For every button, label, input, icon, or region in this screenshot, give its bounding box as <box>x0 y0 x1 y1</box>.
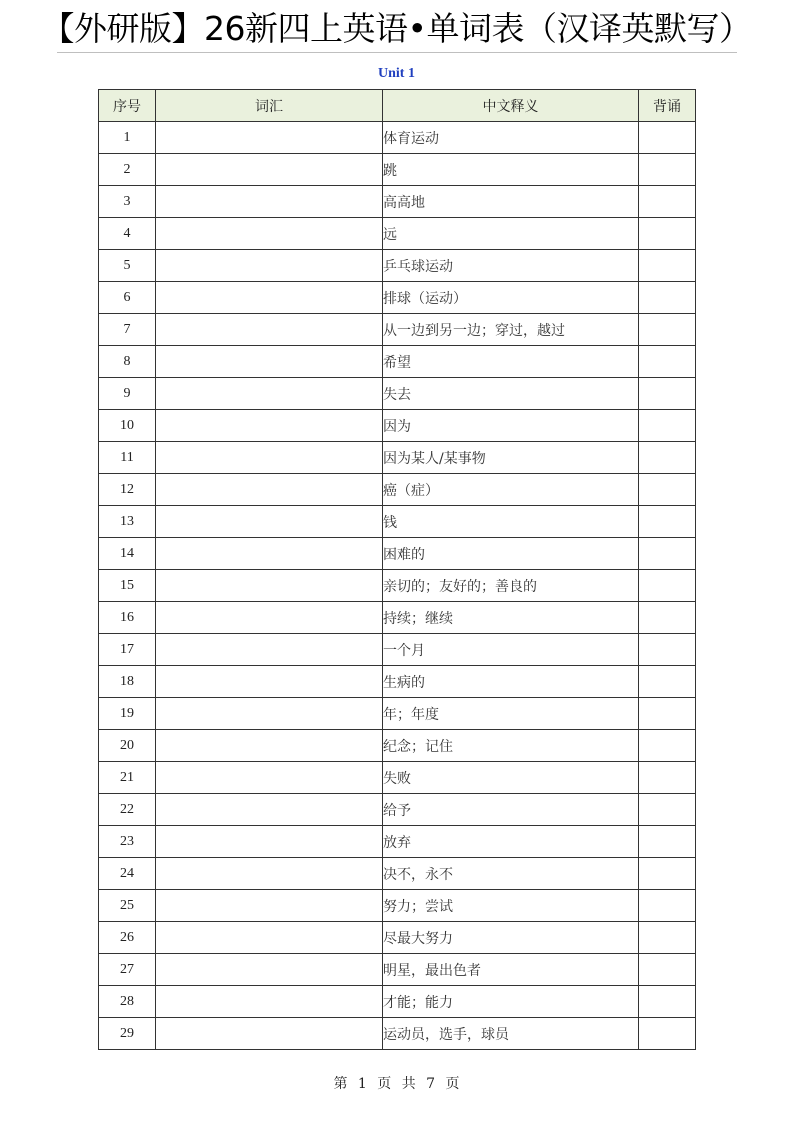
row-number: 10 <box>99 410 156 442</box>
page-footer: 第 1 页 共 7 页 <box>333 1076 460 1092</box>
header-word: 词汇 <box>156 90 383 122</box>
table-row <box>99 314 696 346</box>
header-recite: 背诵 <box>639 90 696 122</box>
table-row <box>99 954 696 986</box>
recite-check-cell[interactable] <box>639 602 696 634</box>
row-number: 5 <box>99 250 156 282</box>
row-number: 17 <box>99 634 156 666</box>
table-row <box>99 986 696 1018</box>
table-body <box>99 122 696 1050</box>
recite-check-cell[interactable] <box>639 634 696 666</box>
row-number: 29 <box>99 1018 156 1050</box>
recite-check-cell[interactable] <box>639 1018 696 1050</box>
chinese-meaning: 因为 <box>383 410 639 442</box>
row-number: 7 <box>99 314 156 346</box>
header-meaning: 中文释义 <box>383 90 639 122</box>
row-number: 25 <box>99 890 156 922</box>
table-row <box>99 442 696 474</box>
word-blank-cell[interactable] <box>156 442 383 474</box>
chinese-meaning: 体育运动 <box>383 122 639 154</box>
row-number: 20 <box>99 730 156 762</box>
word-blank-cell[interactable] <box>156 474 383 506</box>
word-blank-cell[interactable] <box>156 826 383 858</box>
chinese-meaning: 高高地 <box>383 186 639 218</box>
table-row <box>99 634 696 666</box>
row-number: 8 <box>99 346 156 378</box>
word-blank-cell[interactable] <box>156 154 383 186</box>
chinese-meaning: 明星，最出色者 <box>383 954 639 986</box>
table-row <box>99 890 696 922</box>
row-number: 27 <box>99 954 156 986</box>
row-number: 26 <box>99 922 156 954</box>
table-row <box>99 378 696 410</box>
document-title: 【外研版】26新四上英语•单词表（汉译英默写） <box>41 9 752 48</box>
word-blank-cell[interactable] <box>156 378 383 410</box>
word-blank-cell[interactable] <box>156 122 383 154</box>
chinese-meaning: 尽最大努力 <box>383 922 639 954</box>
word-blank-cell[interactable] <box>156 282 383 314</box>
chinese-meaning: 失败 <box>383 762 639 794</box>
row-number: 4 <box>99 218 156 250</box>
row-number: 12 <box>99 474 156 506</box>
word-blank-cell[interactable] <box>156 922 383 954</box>
recite-check-cell[interactable] <box>639 762 696 794</box>
word-blank-cell[interactable] <box>156 794 383 826</box>
row-number: 9 <box>99 378 156 410</box>
row-number: 22 <box>99 794 156 826</box>
table-row <box>99 506 696 538</box>
chinese-meaning: 运动员，选手，球员 <box>383 1018 639 1050</box>
word-blank-cell[interactable] <box>156 250 383 282</box>
recite-check-cell[interactable] <box>639 282 696 314</box>
word-blank-cell[interactable] <box>156 986 383 1018</box>
vocabulary-table <box>98 89 696 1050</box>
word-blank-cell[interactable] <box>156 730 383 762</box>
recite-check-cell[interactable] <box>639 954 696 986</box>
recite-check-cell[interactable] <box>639 666 696 698</box>
chinese-meaning: 困难的 <box>383 538 639 570</box>
recite-check-cell[interactable] <box>639 314 696 346</box>
chinese-meaning: 乒乓球运动 <box>383 250 639 282</box>
recite-check-cell[interactable] <box>639 858 696 890</box>
header-number: 序号 <box>99 90 156 122</box>
chinese-meaning: 放弃 <box>383 826 639 858</box>
word-blank-cell[interactable] <box>156 346 383 378</box>
recite-check-cell[interactable] <box>639 730 696 762</box>
table-row <box>99 730 696 762</box>
table-row <box>99 410 696 442</box>
recite-check-cell[interactable] <box>639 698 696 730</box>
recite-check-cell[interactable] <box>639 826 696 858</box>
word-blank-cell[interactable] <box>156 698 383 730</box>
word-blank-cell[interactable] <box>156 1018 383 1050</box>
recite-check-cell[interactable] <box>639 538 696 570</box>
row-number: 11 <box>99 442 156 474</box>
recite-check-cell[interactable] <box>639 442 696 474</box>
chinese-meaning: 跳 <box>383 154 639 186</box>
word-blank-cell[interactable] <box>156 890 383 922</box>
row-number: 28 <box>99 986 156 1018</box>
recite-check-cell[interactable] <box>639 794 696 826</box>
word-blank-cell[interactable] <box>156 314 383 346</box>
recite-check-cell[interactable] <box>639 922 696 954</box>
recite-check-cell[interactable] <box>639 506 696 538</box>
chinese-meaning: 从一边到另一边；穿过，越过 <box>383 314 639 346</box>
chinese-meaning: 决不，永不 <box>383 858 639 890</box>
row-number: 19 <box>99 698 156 730</box>
table-row <box>99 538 696 570</box>
recite-check-cell[interactable] <box>639 410 696 442</box>
word-blank-cell[interactable] <box>156 186 383 218</box>
recite-check-cell[interactable] <box>639 890 696 922</box>
word-blank-cell[interactable] <box>156 410 383 442</box>
table-row <box>99 794 696 826</box>
row-number: 2 <box>99 154 156 186</box>
table-row <box>99 282 696 314</box>
recite-check-cell[interactable] <box>639 986 696 1018</box>
row-number: 1 <box>99 122 156 154</box>
row-number: 16 <box>99 602 156 634</box>
chinese-meaning: 持续；继续 <box>383 602 639 634</box>
table-row <box>99 122 696 154</box>
chinese-meaning: 希望 <box>383 346 639 378</box>
row-number: 18 <box>99 666 156 698</box>
chinese-meaning: 排球（运动） <box>383 282 639 314</box>
word-blank-cell[interactable] <box>156 218 383 250</box>
recite-check-cell[interactable] <box>639 154 696 186</box>
table-row <box>99 1018 696 1050</box>
chinese-meaning: 年；年度 <box>383 698 639 730</box>
table-row <box>99 602 696 634</box>
recite-check-cell[interactable] <box>639 218 696 250</box>
chinese-meaning: 努力；尝试 <box>383 890 639 922</box>
table-row <box>99 858 696 890</box>
word-blank-cell[interactable] <box>156 954 383 986</box>
chinese-meaning: 因为某人/某事物 <box>383 442 639 474</box>
table-row <box>99 474 696 506</box>
row-number: 15 <box>99 570 156 602</box>
title-divider <box>57 52 737 53</box>
table-row <box>99 346 696 378</box>
table-row <box>99 922 696 954</box>
recite-check-cell[interactable] <box>639 186 696 218</box>
table-row <box>99 666 696 698</box>
row-number: 23 <box>99 826 156 858</box>
chinese-meaning: 一个月 <box>383 634 639 666</box>
recite-check-cell[interactable] <box>639 122 696 154</box>
word-blank-cell[interactable] <box>156 570 383 602</box>
word-blank-cell[interactable] <box>156 858 383 890</box>
chinese-meaning: 失去 <box>383 378 639 410</box>
row-number: 21 <box>99 762 156 794</box>
chinese-meaning: 远 <box>383 218 639 250</box>
word-blank-cell[interactable] <box>156 762 383 794</box>
chinese-meaning: 才能；能力 <box>383 986 639 1018</box>
table-row <box>99 250 696 282</box>
table-row <box>99 762 696 794</box>
recite-check-cell[interactable] <box>639 570 696 602</box>
recite-check-cell[interactable] <box>639 346 696 378</box>
row-number: 13 <box>99 506 156 538</box>
chinese-meaning: 钱 <box>383 506 639 538</box>
row-number: 14 <box>99 538 156 570</box>
unit-heading: Unit 1 <box>378 66 415 81</box>
table-row <box>99 698 696 730</box>
table-row <box>99 570 696 602</box>
chinese-meaning: 癌（症） <box>383 474 639 506</box>
chinese-meaning: 给予 <box>383 794 639 826</box>
row-number: 3 <box>99 186 156 218</box>
row-number: 24 <box>99 858 156 890</box>
chinese-meaning: 纪念；记住 <box>383 730 639 762</box>
word-blank-cell[interactable] <box>156 506 383 538</box>
chinese-meaning: 亲切的；友好的；善良的 <box>383 570 639 602</box>
chinese-meaning: 生病的 <box>383 666 639 698</box>
row-number: 6 <box>99 282 156 314</box>
recite-check-cell[interactable] <box>639 378 696 410</box>
table-header-row <box>99 90 696 122</box>
table-row <box>99 186 696 218</box>
table-row <box>99 218 696 250</box>
word-blank-cell[interactable] <box>156 634 383 666</box>
table-row <box>99 154 696 186</box>
recite-check-cell[interactable] <box>639 474 696 506</box>
word-blank-cell[interactable] <box>156 666 383 698</box>
recite-check-cell[interactable] <box>639 250 696 282</box>
word-blank-cell[interactable] <box>156 602 383 634</box>
word-blank-cell[interactable] <box>156 538 383 570</box>
table-row <box>99 826 696 858</box>
